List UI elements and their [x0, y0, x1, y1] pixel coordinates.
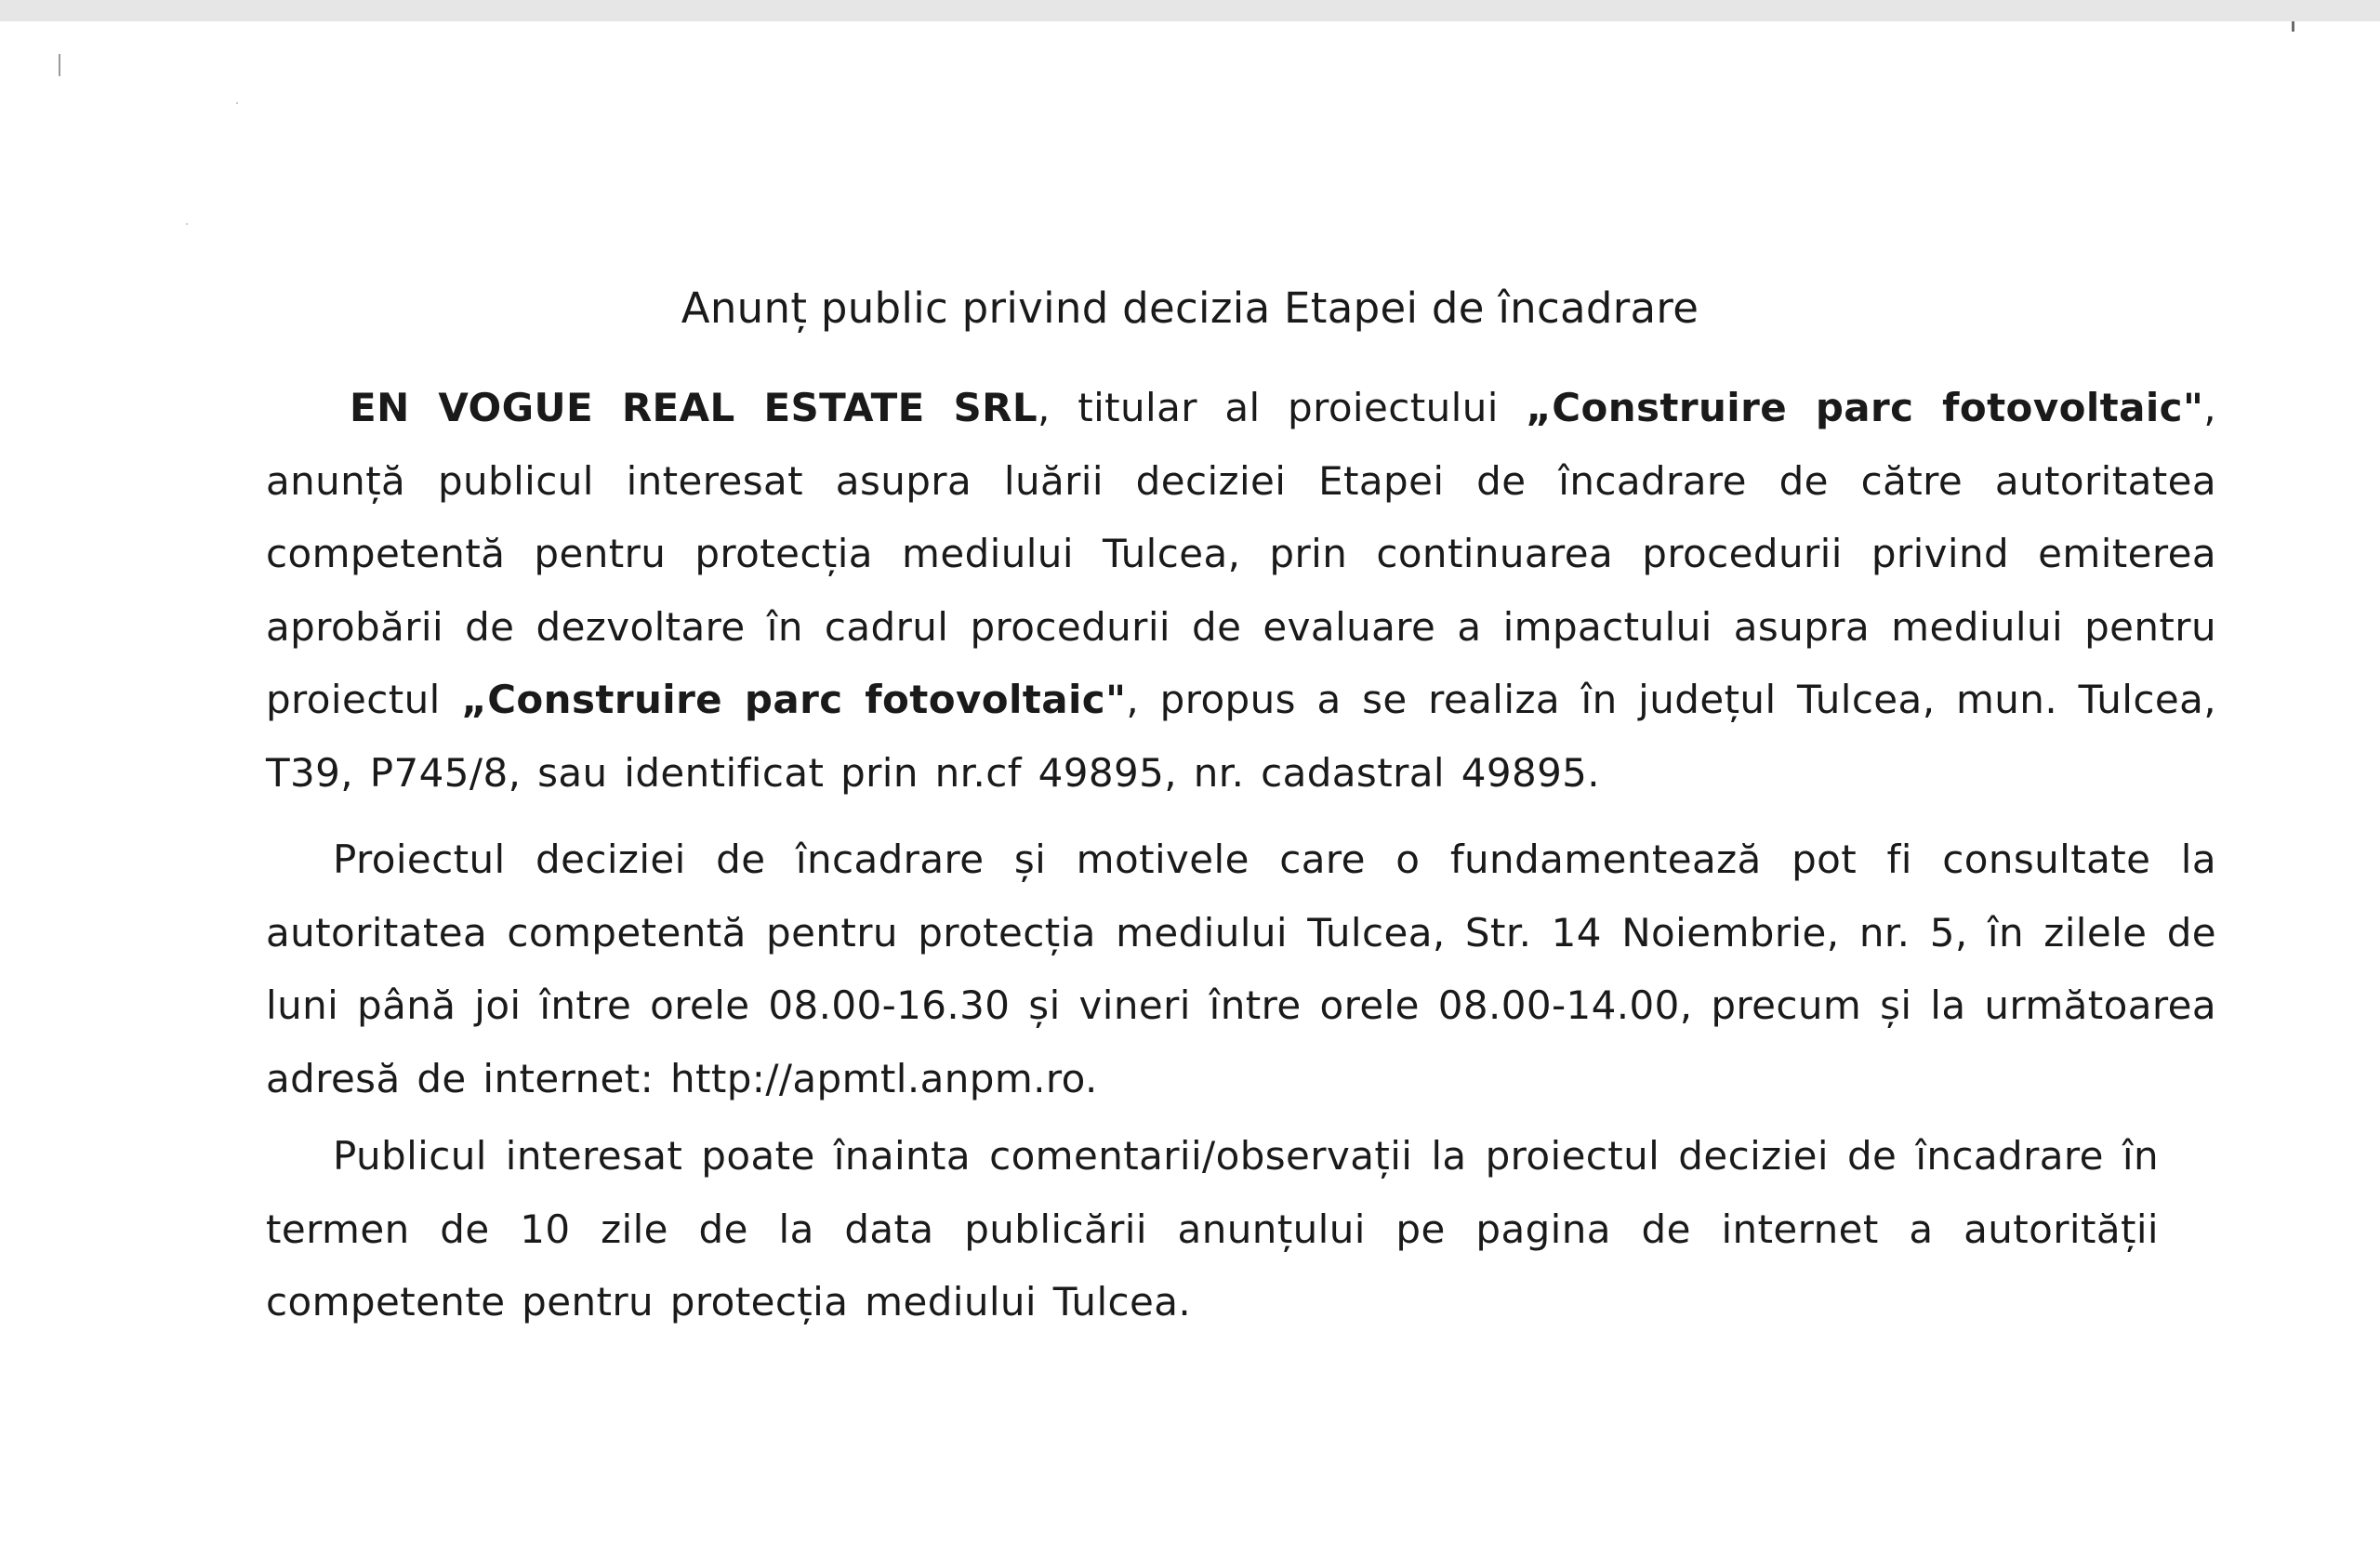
scan-artifact-dot — [236, 102, 238, 104]
scanner-top-strip — [0, 0, 2380, 21]
scan-artifact-right — [2292, 21, 2294, 32]
paragraph-text: Proiectul deciziei de încadrare și motivele care o fundamentează pot fi consultate la autoritatea competentă pentru protecția mediului Tulcea, Str. 14 Noiembrie, nr. 5, în zilele de luni până joi între orele 08.00-16.30 și vineri între orele 08.00-14.00, precum și la următoarea adresă de internet: http://apmtl.anpm.ro. — [266, 837, 2216, 1101]
paragraph-consultation — [266, 824, 2216, 1115]
paragraph-comments — [266, 1120, 2159, 1339]
company-name: EN VOGUE REAL ESTATE SRL — [350, 385, 1038, 430]
scan-artifact-left — [59, 54, 60, 76]
paragraph-text-segment: , anunță publicul interesat asupra luării deciziei Etapei de încadrare de către autoritatea competentă pentru protecția mediului Tulcea, prin continuarea procedurii privind emiterea aprobării de dezvoltare în cadrul procedurii de evaluare a impactului asupra mediului pentru proiectul — [266, 385, 2217, 722]
paragraph-announcement — [266, 372, 2216, 810]
paragraph-text: Publicul interesat poate înainta comentarii/observații la proiectul deciziei de încadrare în termen de 10 zile de la data publicării anunțului pe pagina de internet a autorității competente pentru protecția mediului Tulcea. — [266, 1133, 2159, 1325]
paragraph-text-segment: , titular al proiectului — [1038, 385, 1527, 430]
project-name: „Construire parc fotovoltaic" — [461, 677, 1127, 722]
scan-artifact-dot — [186, 223, 188, 225]
project-name: „Construire parc fotovoltaic" — [1526, 385, 2204, 430]
paragraph-text-segment: , propus a se realiza în județul Tulcea, mun. Tulcea, T39, P745/8, sau identificat prin nr.cf 49895, nr. cadastral 49895. — [266, 677, 2216, 796]
document-title: Anunț public privind decizia Etapei de încadrare — [681, 283, 1699, 333]
paragraph-text — [266, 372, 2216, 810]
